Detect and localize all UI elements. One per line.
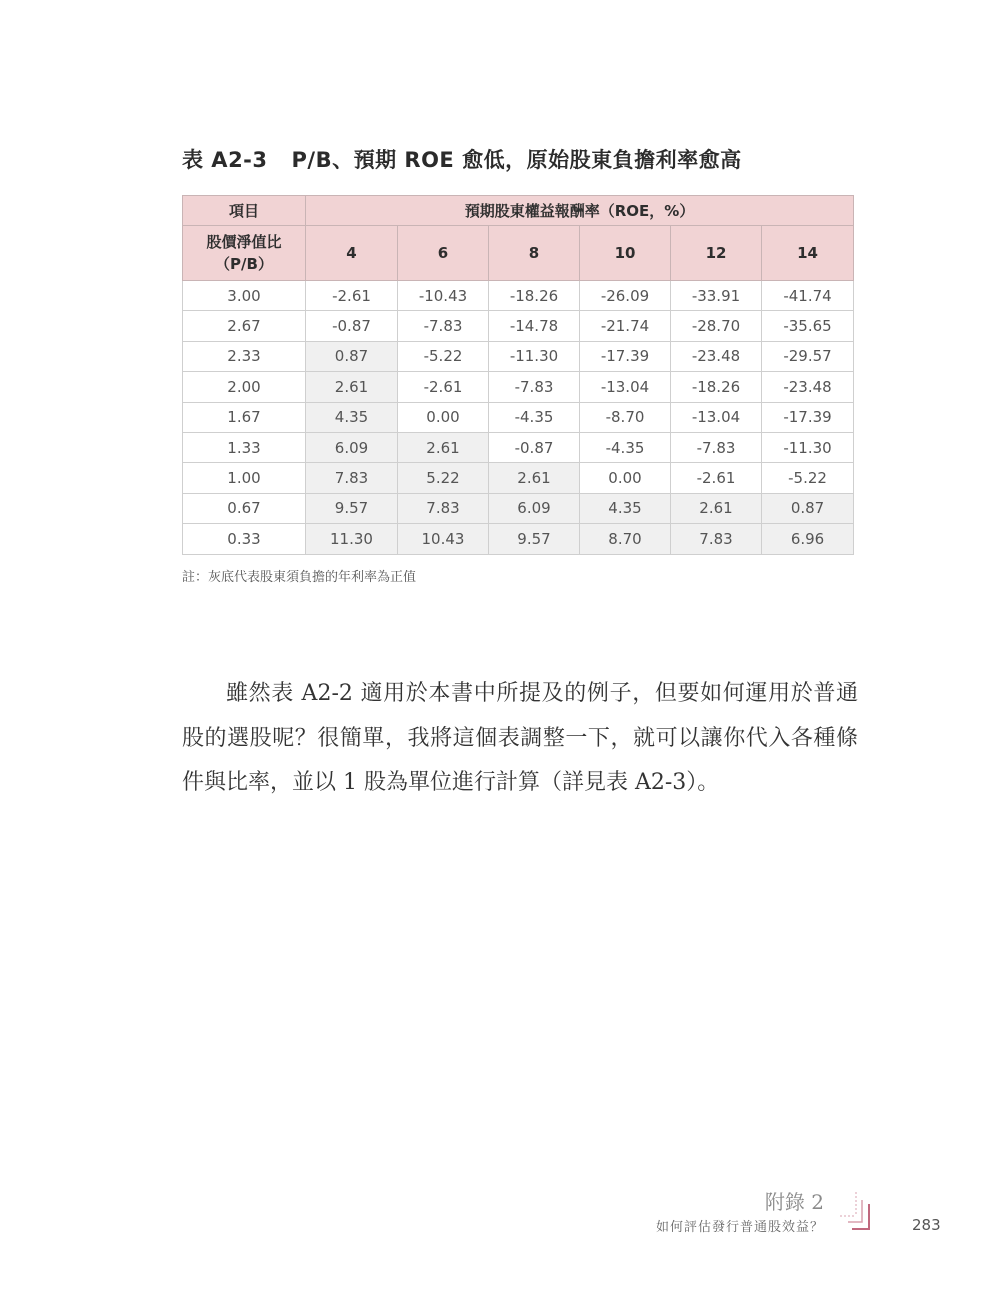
value-cell: 8.70 — [580, 524, 671, 554]
value-cell: -7.83 — [398, 311, 489, 341]
pb-cell: 2.67 — [183, 311, 306, 341]
header-roe-col: 14 — [762, 226, 854, 281]
table-row — [183, 281, 854, 311]
pb-cell: 0.67 — [183, 493, 306, 523]
value-cell: -8.70 — [580, 402, 671, 432]
value-cell: -13.04 — [580, 372, 671, 402]
value-cell: 2.61 — [306, 372, 398, 402]
value-cell: -26.09 — [580, 281, 671, 311]
value-cell: 10.43 — [398, 524, 489, 554]
value-cell: 2.61 — [398, 432, 489, 462]
value-cell: 11.30 — [306, 524, 398, 554]
value-cell: 2.61 — [489, 463, 580, 493]
header-roe-group: 預期股東權益報酬率（ROE，%） — [306, 196, 854, 226]
table-row — [183, 402, 854, 432]
value-cell: -4.35 — [489, 402, 580, 432]
header-roe-col: 12 — [671, 226, 762, 281]
pb-cell: 0.33 — [183, 524, 306, 554]
value-cell: -23.48 — [762, 372, 854, 402]
value-cell: -10.43 — [398, 281, 489, 311]
footer-subtitle: 如何評估發行普通股效益？ — [655, 1220, 824, 1235]
value-cell: 0.87 — [762, 493, 854, 523]
value-cell: -7.83 — [489, 372, 580, 402]
value-cell: 0.00 — [580, 463, 671, 493]
value-cell: -5.22 — [762, 463, 854, 493]
table-number: 表 A2-3 — [182, 148, 268, 172]
value-cell: -11.30 — [489, 341, 580, 371]
table-row — [183, 372, 854, 402]
value-cell: 4.35 — [306, 402, 398, 432]
pb-cell: 1.00 — [183, 463, 306, 493]
value-cell: 9.57 — [306, 493, 398, 523]
value-cell: -17.39 — [580, 341, 671, 371]
value-cell: -0.87 — [306, 311, 398, 341]
header-pb — [183, 226, 306, 281]
value-cell: -35.65 — [762, 311, 854, 341]
value-cell: -13.04 — [671, 402, 762, 432]
value-cell: 0.00 — [398, 402, 489, 432]
value-cell: -28.70 — [671, 311, 762, 341]
value-cell: -0.87 — [489, 432, 580, 462]
table-note: 註：灰底代表股東須負擔的年利率為正值 — [182, 570, 417, 585]
value-cell: 7.83 — [398, 493, 489, 523]
value-cell: -29.57 — [762, 341, 854, 371]
table-row — [183, 311, 854, 341]
header-pb-line2: （P/B） — [215, 255, 273, 273]
value-cell: -18.26 — [489, 281, 580, 311]
value-cell: 7.83 — [306, 463, 398, 493]
value-cell: 7.83 — [671, 524, 762, 554]
table-title-text: P/B、預期 ROE 愈低，原始股東負擔利率愈高 — [291, 148, 742, 172]
table-title — [182, 144, 742, 174]
value-cell: -4.35 — [580, 432, 671, 462]
pb-cell: 2.33 — [183, 341, 306, 371]
value-cell: 6.09 — [306, 432, 398, 462]
value-cell: -2.61 — [306, 281, 398, 311]
value-cell: -18.26 — [671, 372, 762, 402]
footer-chapter: 附錄 2 — [764, 1190, 824, 1214]
pb-cell: 3.00 — [183, 281, 306, 311]
header-roe-col: 6 — [398, 226, 489, 281]
table-row — [183, 341, 854, 371]
header-roe-col: 4 — [306, 226, 398, 281]
header-item: 項目 — [183, 196, 306, 226]
value-cell: -23.48 — [671, 341, 762, 371]
pb-cell: 1.33 — [183, 432, 306, 462]
value-cell: -14.78 — [489, 311, 580, 341]
table-row — [183, 432, 854, 462]
corner-bracket-icon — [838, 1190, 878, 1232]
value-cell: -5.22 — [398, 341, 489, 371]
value-cell: 6.96 — [762, 524, 854, 554]
value-cell: 9.57 — [489, 524, 580, 554]
value-cell: -21.74 — [580, 311, 671, 341]
value-cell: -2.61 — [398, 372, 489, 402]
body-paragraph: 雖然表 A2-2 適用於本書中所提及的例子，但要如何運用於普通股的選股呢？很簡單，我將這個表調整一下，就可以讓你代入各種條件與比率，並以 1 股為單位進行計算（詳見表 A2-3）。 — [182, 681, 858, 795]
table-row — [183, 463, 854, 493]
header-pb-line1: 股價淨值比 — [206, 233, 282, 251]
value-cell: -7.83 — [671, 432, 762, 462]
value-cell: 2.61 — [671, 493, 762, 523]
page-number: 283 — [912, 1216, 941, 1234]
value-cell: -33.91 — [671, 281, 762, 311]
table-row — [183, 493, 854, 523]
value-cell: 6.09 — [489, 493, 580, 523]
value-cell: -11.30 — [762, 432, 854, 462]
pb-cell: 1.67 — [183, 402, 306, 432]
pb-cell: 2.00 — [183, 372, 306, 402]
value-cell: -41.74 — [762, 281, 854, 311]
table-row — [183, 524, 854, 554]
roe-pb-table — [182, 195, 854, 555]
value-cell: 4.35 — [580, 493, 671, 523]
value-cell: 5.22 — [398, 463, 489, 493]
header-roe-col: 10 — [580, 226, 671, 281]
value-cell: 0.87 — [306, 341, 398, 371]
value-cell: -2.61 — [671, 463, 762, 493]
value-cell: -17.39 — [762, 402, 854, 432]
header-roe-col: 8 — [489, 226, 580, 281]
